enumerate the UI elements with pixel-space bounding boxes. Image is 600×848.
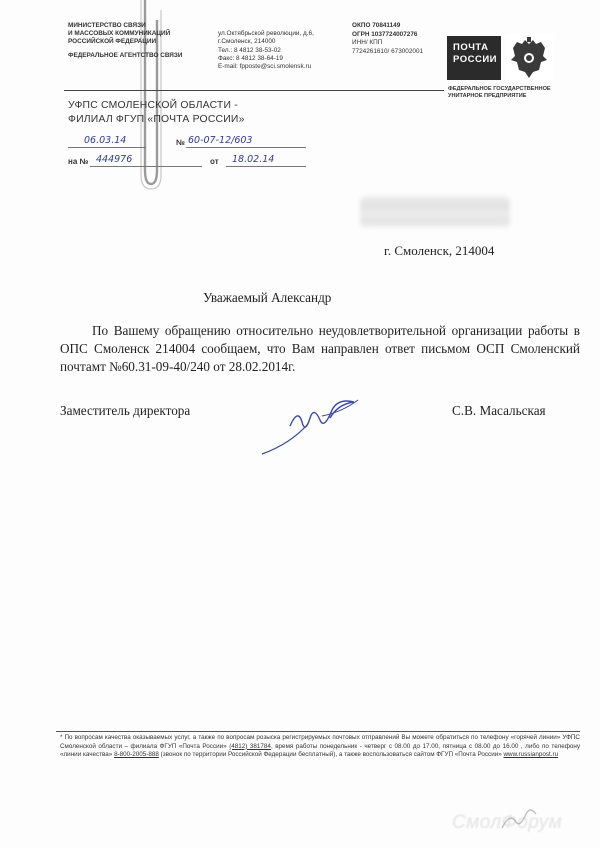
branch-name [68,99,245,127]
hotline-phone: (4812) 381784 [229,742,271,750]
branch-line: ФИЛИАЛ ФГУП «ПОЧТА РОССИИ» [68,114,245,125]
codes-block [352,22,442,56]
russian-post-logo [447,36,501,80]
enterprise-type [448,86,568,100]
ref-number: 444976 [96,154,133,165]
recipient-city: г. Смоленск, 214004 [384,243,495,258]
branch-line: УФПС СМОЛЕНСКОЙ ОБЛАСТИ - [68,100,238,111]
double-headed-eagle-icon [505,34,553,82]
greeting: Уважаемый Александр [203,290,332,305]
ministry-block [68,22,208,60]
quality-phone: 8-800-2005-888 [114,751,159,759]
ogrn-code: ОГРН 1037724007276 [352,30,418,38]
logo-text-line: РОССИИ [453,54,497,65]
ref-label: на № [68,157,89,166]
ref-date-underline [226,166,306,167]
footnote-text: , время работы понедельник - четверг с 08.00 до 17.00, пятница с 08.00 до 16.00 , либо по телефону «линии качества» [60,742,581,759]
ministry-line: И МАССОВЫХ КОММУНИКАЦИЙ [68,30,171,38]
redacted-recipient-address [360,196,510,228]
logo-text-line: ПОЧТА [453,42,489,53]
ministry-line: МИНИСТЕРСТВО СВЯЗИ [68,22,146,29]
footnote-text: * По вопросам качества оказываемых услуг, а также по вопросам розыска регистрируемых почтовых отправлений Вы можете обратиться по телефону «горячей линии» УФПС Смоленской области – филиала ФГУП «Почта России» [60,734,580,750]
letter-date: 06.03.14 [84,135,127,146]
footnote-divider [56,731,580,732]
address-line: г.Смоленск, 214000 [218,38,276,46]
ref-underline [90,166,202,167]
outgoing-registration [68,135,308,153]
address-line: ул.Октябрьской революции, д.6, [218,30,314,37]
date-underline [68,147,146,148]
footnote [60,734,580,760]
website-link[interactable]: www.russianpost.ru [503,751,559,759]
footnote-text: (звонок по территории Российской Федерации бесплатный), а также воспользоваться сайтом ФГУП «Почта России» [160,751,502,759]
signer-position: Заместитель директора [60,403,191,418]
header-divider [64,90,444,91]
signer-name: С.В. Масальская [452,403,546,418]
okpo-code: ОКПО 70841149 [352,22,401,29]
letter-number: 60-07-12/603 [188,135,253,146]
address-block [218,30,348,71]
ministry-line: РОССИЙСКОЙ ФЕДЕРАЦИИ [68,38,157,46]
ref-date: 18.02.14 [232,154,275,165]
letter-body: По Вашему обращению относительно неудовлетворительной организации работы в ОПС Смоленск 214004 сообщаем, что Вам направлен ответ письмом ОСП Смоленский почтамт №60.31-09-40/240 от 28.02.2014г. [60,323,580,374]
fax-line: Факс: 8 4812 38-64-19 [218,54,283,62]
inn-label: ИНН/ КПП [352,39,383,46]
agency-name: ФЕДЕРАЛЬНОЕ АГЕНТСТВО СВЯЗИ [68,51,183,59]
ref-from-label: от [210,157,219,166]
email-line: E-mail: fpposte@sci.smolensk.ru [218,63,312,71]
watermark-signature-icon [498,808,538,832]
enterprise-line: ФЕДЕРАЛЬНОЕ ГОСУДАРСТВЕННОЕ [448,86,551,92]
phone-line: Тел.: 8 4812 38-53-02 [218,46,281,54]
handwritten-signature [250,388,380,458]
inn-value: 7724261610/ 673002001 [352,47,424,55]
incoming-reference [68,154,308,172]
enterprise-line: УНИТАРНОЕ ПРЕДПРИЯТИЕ [448,92,527,99]
forum-watermark: СмолФорум [452,812,563,833]
number-label: № [176,138,185,147]
number-underline [186,147,306,148]
